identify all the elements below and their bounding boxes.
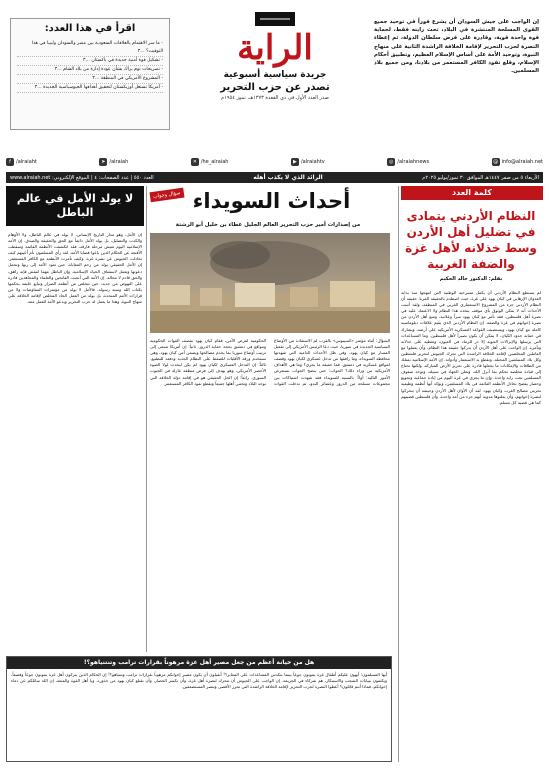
logo-date: صدر العدد الأول في ذي القعدة ١٣٧٣هـ، تموز ١٩٥٤م — [221, 95, 329, 101]
column-divider — [146, 186, 147, 652]
left-article-title[interactable]: لا يولد الأمل في عالم الباطل — [6, 186, 144, 226]
social-twitter[interactable]: ✕ /he_alraiah — [192, 159, 229, 165]
contents-item[interactable]: - تشكيل قوة أمنية جديدة في باكستان ...٣ — [17, 57, 163, 66]
twitter-icon: ✕ — [192, 159, 197, 165]
issue-number: العدد ٥٥٠ | عدد الصفحات: ٤ | الموقع الإلكتروني: www.alraiah.net — [10, 174, 154, 181]
contents-item[interactable]: - ما سر الاهتمام بالعلاقات السعودية بين مصر والسودان وليبيا في هذا التوقيت؟ ...٣ — [17, 40, 163, 57]
issue-info-strip — [6, 172, 543, 183]
qa-badge: سؤال وجواب — [149, 188, 184, 203]
telegram-icon: ➤ — [101, 159, 106, 165]
youtube-icon: ▶ — [291, 158, 299, 166]
main-article-photo — [150, 233, 390, 333]
newspaper-logo — [190, 10, 360, 122]
table-of-contents — [10, 18, 170, 130]
bottom-article-title[interactable]: هل من خيانة أعظم من جعل مصير أهل غزة مرهوناً بقرارات ترامب وتنتنياهو؟! — [7, 657, 391, 669]
contents-item[interactable]: - تصريحات توم براك بشأن عودة إدارة من بلاد الشام ...٣ — [17, 66, 163, 75]
social-web[interactable]: ◎ /alraiahnews — [389, 159, 430, 165]
bottom-article — [6, 656, 392, 762]
editorial-body: لم يستطع النظام الأردني أن يكمل مسرحية الوطنية التي انتهجها منذ بداية العدوان الإرهابي في كيان يهود على غزة، حيث اصطدم بالحقيقة المرة؛ حقيقة أن النظام الأردني جزء من المشروع الاستعماري الغربي في المنطقة، ولقد أثبتت الأحداث أنه لا يمكن الوثوق بأي موقف يتخذه هذا النظام ولا الاعتماد عليه في نصرة أهل فلسطين، فقد تآمر مع كيان يهود سراً وعلانية، ومنع أهل الأردن من نصرة إخوانهم في غزة والضفة. إن النظام الأردني الذي يقيم علاقات دبلوماسية كاملة مع كيان يهود، ويستضيف القواعد العسكرية الأمريكية على أرضه، ويشارك في حماية حدود الكيان، لا يمكن أن يكون نصيراً لأهل فلسطين. وما المساعدات التي يرسلها والإنزالات الجوية إلا ذر للرماد في العيون، وتغطية على خذلانه وتآمره. إن الواجب على أهل الأردن أن يدركوا حقيقة هذا النظام، وأن يعملوا مع العاملين المخلصين لإقامة الخلافة الراشدة التي تحرك الجيوش لتحرير فلسطين وكل بلاد المسلمين المحتلة، وتقطع يد الاستعمار وأدواته. إن الأمة الإسلامية تمتلك من الطاقات والإمكانات ما يجعلها قادرة على تحرير الأرض المباركة، ولكنها تحتاج إلى قيادة مخلصة تحكم بما أنزل الله، وتعلن الجهاد في سبيله، وتوحد صفوف المسلمين تحت راية واحدة. وإن ما يجري في غزة اليوم من إبادة جماعية وتجويع وحصار يفضح تخاذل الأنظمة القائمة في بلاد المسلمين، ويؤكد أنها أنظمة وظيفية تحرس مصالح الغرب وكيان يهود. لقد آن الأوان لأهل الأردن وجيشه أن يتحركوا لنصرة إخوانهم، وأن يعلنوها مدوية أنهم جزء من أمة واحدة، وأن فلسطين قضيتهم كما هي قضية كل مسلم. — [401, 290, 541, 405]
social-youtube[interactable]: ▶ /alraiahtv — [291, 158, 325, 166]
editorial-title[interactable]: النظام الأردني يتمادى في تضليل أهل الأردن وسط خذلانه لأهل غزة والضفة الغربية — [405, 209, 537, 271]
web-icon: ◎ — [389, 159, 394, 165]
column-divider — [398, 186, 399, 762]
email-icon: @ — [493, 159, 499, 165]
header-blurb: إن الواجب على جيش السودان أن يشرع فوراً في توحيد جميع القوى المسلحة المنتشرة في البلاد، تحت رايته فقط، لحماية قوة واحدة قوية، وقادرة على فرض سلطان الدولة، ثم إعطاء النصرة لحزب التحرير لإقامة الخلافة الراشدة الثانية على منهاج النبوة، وتوحيد الأمة على أساس الإسلام العظيم، وتطبيق أحكام الإسلام، وقلع نفوذ الكافر المستعمر من بلادنا، ومن جميع بلاد المسلمين. — [374, 19, 539, 75]
main-article-subtitle: من إصدارات أمير حزب التحرير العالم الجليل عطاء بن خليل أبو الرشتة — [175, 222, 361, 228]
main-article-title[interactable]: أحداث السويداء — [192, 189, 351, 213]
slogan: الرائد الذي لا يكذب أهله — [253, 174, 323, 181]
editorial-author: بقلم: الدكتور خالد الحكيم — [439, 276, 503, 282]
contents-item[interactable]: - أمريكا تستغل أوزبكستان لتحقيق أهدافها الجيوسياسية الجديدة ...٣ — [17, 84, 163, 93]
social-email[interactable]: @ info@alraiah.net — [493, 159, 543, 165]
logo-title: الراية — [237, 28, 313, 68]
logo-subtitle: جريدة سياسية أسبوعية — [223, 70, 327, 80]
main-article-body: السؤال: أثناء مؤتمر «كسيبوس» بالقرب لم الاستفادة من الأوضاع السياسية الجديدة في سوريا، حيث دعا الرئيس الأمريكي إلى تفعيل المسار مع كيان يهود، وفي ظل الأحداث الدامية التي شهدتها محافظة السويداء، وما رافقها من تدخل عسكري لكيان يهود وقصف لمواقع عسكرية في دمشق، فما حقيقة ما يجري؟ وما هي الأهداف الأمريكية من وراء ذلك؟ الجواب: حتى يتضح الجواب نستعرض الأمور التالية: أولاً: بالنسبة للسويداء فقد شهدت اشتباكات بين مجموعات مسلحة من الدروز وعشائر البدو، ثم تدخلت القوات الحكومية لفرض الأمن، فقام كيان يهود بقصف القوات الحكومية ومواقع في دمشق بحجة حماية الدروز. ثانياً: إن أمريكا تسعى إلى ترتيب أوضاع سوريا بما يخدم مصالحها ويضمن أمن كيان يهود، وهي تستخدم ورقة الأقليات للضغط على النظام الجديد ودفعه للتطبيع. ثالثاً: إن التدخل العسكري لكيان يهود لم يكن ليحدث لولا الضوء الأخضر الأمريكي، وهو يهدف إلى فرض منطقة عازلة في الجنوب السوري. رابعاً: إن الحل الحقيقي هو في إقامة دولة الخلافة التي توحد البلاد وتحمي أهلها جميعاً وتقطع نفوذ الكافر المستعمر. — [150, 338, 390, 386]
logo-issuer: تصدر عن حزب التحرير — [220, 82, 330, 93]
social-facebook[interactable]: f /alraiaht — [6, 158, 37, 166]
left-article-body: إن الأمل، وهو مدار التاريخ الإنساني، لا يولد في عالم الباطل، ولا الأوهام والكذب والتضليل، بل يولد الأمل دائماً مع الحق والحقيقة والصدق. إن الأمة الإسلامية اليوم تعيش مرحلة فارقة، فقد انكشفت الأنظمة القائمة وسقطت الأقنعة عن الحكام الذين باعوا قضايا الأمة. لقد رأى المسلمون بأم أعينهم كيف تخاذلت الجيوش عن نصرة غزة، وكيف تآمرت الأنظمة مع الكافر المستعمر. إن الأمل الحقيقي يولد من رحم المعاناة، حين تعود الأمة إلى ربها وتحمل دعوتها وتعمل لاستئناف الحياة الإسلامية. وإن الباطل مهما انتفش فإنه زاهق، والحق قادم لا محالة. إن الأمة التي أنجبت الفاتحين والعلماء والمجاهدين قادرة على النهوض من جديد، حين تتخلص من أنظمة الضرار وتبايع خليفة يحكمها بكتاب الله وسنة رسوله. فالأمل لا يولد من مؤتمرات المفاوضات ولا من قرارات الأمم المتحدة، بل يولد من العمل الجاد المخلص لإقامة الخلافة على منهاج النبوة، وهذا ما يعمل له حزب التحرير ويدعو الأمة للعمل معه. — [8, 232, 142, 305]
facebook-icon: f — [6, 158, 14, 166]
social-telegram[interactable]: ➤ /alraiah — [101, 159, 129, 165]
editorial-heading: كلمة العدد — [401, 186, 543, 200]
banner-flag-icon — [190, 10, 360, 30]
contents-item[interactable]: - المشروع الأمريكي في المنطقة ...٣ — [17, 75, 163, 84]
main-article-header — [164, 188, 379, 218]
bottom-article-body: أيها المسلمون: أيهون عليكم أطفال غزة يموتون جوعاً بينما تتكدس المساعدات على المعابر؟! أتقبلون أن يكون مصير إخوانكم مرهوناً بقرارات ترامب ونتنياهو؟! إن الحكام الذين يتركون أهل غزة يموتون جوعاً وقصفاً، ويكتفون ببيانات الشجب والاستنكار، هم شركاء في الجريمة. إن الواجب على الجيوش أن تتحرك لنصرة أهل غزة، وأن تكسر الحصار، وأن تقتلع كيان يهود من جذوره. ويا أهل القوة والمنعة، إن الله سائلكم عن دماء إخوانكم، فماذا أنتم قائلون؟ أعطوا النصرة لحزب التحرير لإقامة الخلافة الراشدة التي تحرر الأقصى وتنصر المستضعفين. — [11, 672, 387, 690]
issue-date: الأربعاء ٥ من صفر ١٤٤٧هـ الموافق ٣٠ تموز/يوليو ٢٠٢٥م — [422, 174, 539, 181]
contents-title: اقرأ في هذا العدد: — [44, 23, 136, 34]
social-links-bar — [6, 155, 543, 169]
